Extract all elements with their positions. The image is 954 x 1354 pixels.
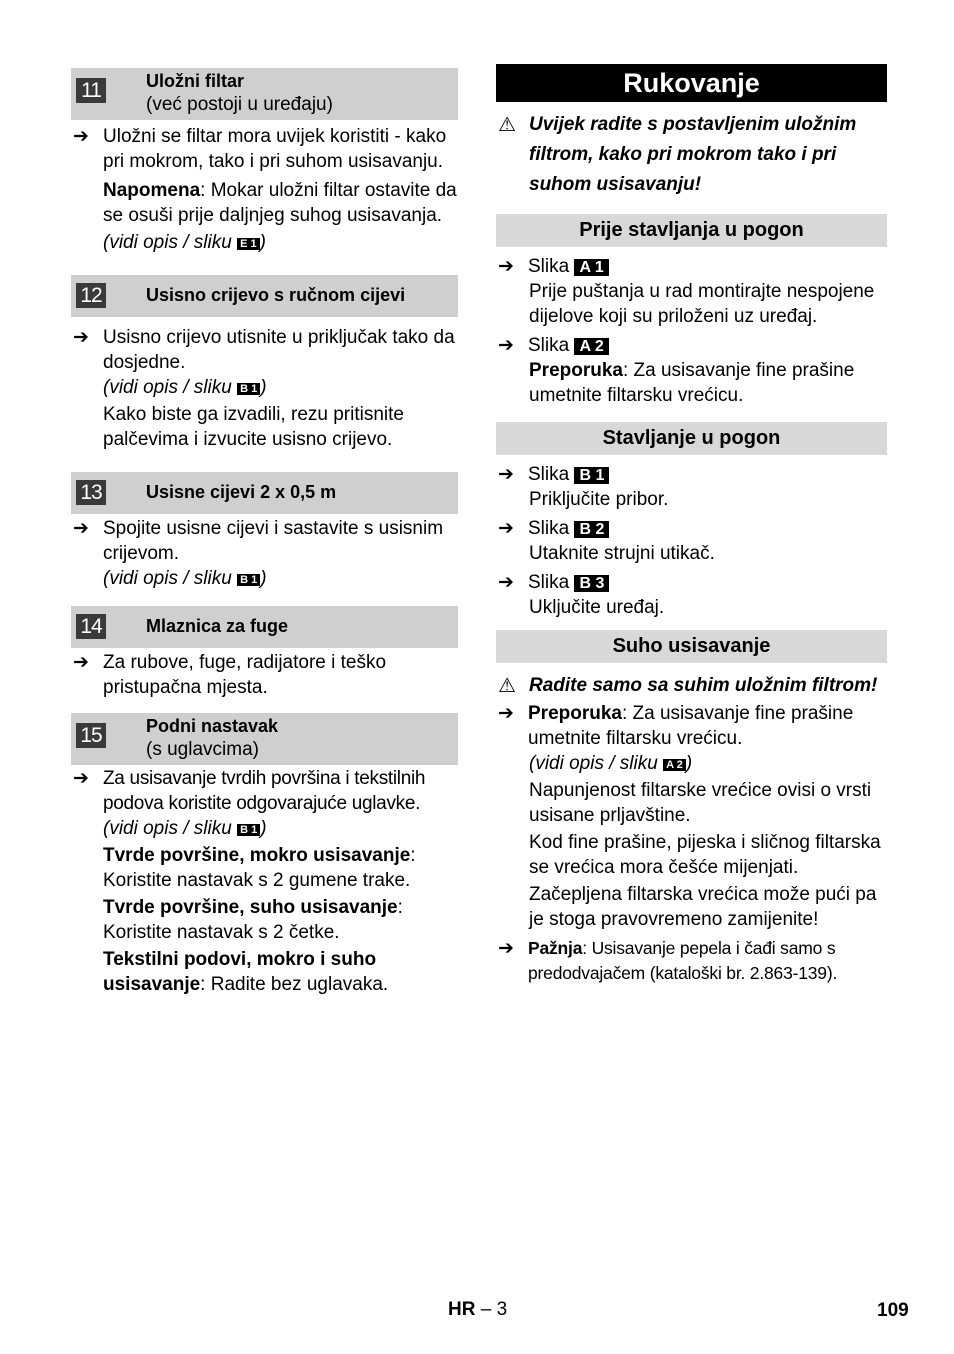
arrow-icon: ➔ (498, 335, 514, 356)
paragraph: Prije puštanja u rad montirajte nespojene dijelove koji su priloženi uz uređaj. (529, 281, 875, 327)
section-title: Mlaznica za fuge (146, 616, 289, 636)
ref-end: ) (260, 377, 267, 398)
figure-tag: B 1 (574, 467, 609, 484)
section-number-badge: 11 (76, 78, 106, 103)
note-paragraph (103, 178, 458, 228)
arrow-icon: ➔ (498, 518, 514, 539)
paragraph: Kod fine prašine, pijeska i sličnog filtarska se vrećica mora češće mijenjati. (529, 832, 881, 878)
section-number-badge: 15 (76, 723, 106, 748)
paragraph (103, 843, 458, 893)
section-13-header (71, 472, 458, 514)
text: : Za usisavanje fine prašine umetnite filtarsku vrećicu. (528, 703, 854, 749)
bullet-item (71, 516, 458, 566)
warning-block (496, 110, 887, 200)
paragraph: Utaknite strujni utikač. (529, 543, 715, 564)
arrow-icon: ➔ (498, 256, 514, 277)
bold-label: Tvrde površine, suho usisavanje (103, 897, 398, 918)
warning-text: Uvijek radite s postavljenim uložnim filtrom, kako pri mokrom tako i pri suhom usisavanju! (529, 114, 857, 195)
left-column (71, 68, 458, 999)
subheading-suho: Suho usisavanje (496, 630, 887, 663)
figure-tag: B 3 (574, 575, 609, 592)
arrow-icon: ➔ (73, 518, 89, 539)
step-item (496, 254, 887, 279)
footer-language-code (448, 1297, 507, 1322)
bullet-item (71, 325, 458, 375)
ref-text: (vidi opis / sliku (103, 377, 238, 398)
text: : Usisavanje pepela i čađi samo s predodvajačem (kataloški br. 2.863-139). (528, 938, 838, 983)
arrow-icon: ➔ (73, 126, 89, 147)
ref-text: (vidi opis / sliku (529, 753, 664, 774)
text: : Radite bez uglavaka. (200, 974, 389, 995)
step-item (496, 570, 887, 595)
paragraph: Začepljena filtarska vrećica može pući pa je stoga pravovremeno zamijenite! (529, 884, 877, 930)
ref-text: (vidi opis / sliku (103, 568, 238, 589)
bullet-text: Spojite usisne cijevi i sastavite s usisnim crijevom. (103, 518, 444, 564)
ref-text: (vidi opis / sliku (103, 818, 238, 839)
figure-reference (103, 375, 458, 400)
figure-tag: B 1 (237, 383, 260, 395)
paragraph (103, 947, 458, 997)
note-text: : Mokar uložni filtar ostavite da se osuši prije daljnjeg suhog usisavanja. (103, 180, 457, 226)
right-column (496, 64, 887, 986)
figure-tag: A 2 (574, 338, 608, 355)
step-label: Slika (528, 256, 575, 277)
ref-end: ) (685, 753, 693, 774)
paragraph: Kako biste ga izvadili, rezu pritisnite palčevima i izvucite usisno crijevo. (103, 404, 404, 450)
arrow-icon: ➔ (498, 938, 514, 959)
arrow-icon: ➔ (498, 703, 514, 724)
section-title: Uložni filtar (146, 71, 244, 91)
section-number-badge: 13 (76, 480, 106, 505)
note-label: Napomena (103, 180, 201, 201)
bold-label: Preporuka (528, 703, 622, 724)
warning-text: Radite samo sa suhim uložnim filtrom! (529, 675, 878, 696)
page-number: 109 (877, 1300, 909, 1321)
figure-tag: A 2 (663, 759, 686, 771)
paragraph: Priključite pribor. (529, 489, 669, 510)
bullet-text: Za usisavanje tvrdih površina i tekstilnih podova koristite odgovarajuće uglavke. (103, 768, 426, 814)
arrow-icon: ➔ (498, 572, 514, 593)
figure-reference (529, 751, 887, 776)
section-title: Usisne cijevi 2 x 0,5 m (146, 482, 337, 502)
section-subtitle: (s uglavcima) (146, 739, 259, 760)
bullet-text: Za rubove, fuge, radijatore i teško pristupačna mjesta. (103, 652, 387, 698)
bold-label: Pažnja (528, 938, 583, 958)
arrow-icon: ➔ (73, 768, 89, 789)
figure-reference (103, 816, 458, 841)
bold-label: Tvrde površine, mokro usisavanje (103, 845, 411, 866)
page-section: – 3 (475, 1299, 508, 1320)
bullet-item (71, 650, 458, 700)
arrow-icon: ➔ (73, 327, 89, 348)
paragraph: Uključite uređaj. (529, 597, 665, 618)
step-label: Slika (528, 464, 575, 485)
figure-reference (103, 566, 458, 591)
ref-end: ) (260, 818, 267, 839)
bullet-text: Usisno crijevo utisnite u priključak tako da dosjedne. (103, 327, 455, 373)
paragraph (103, 895, 458, 945)
warning-icon: ⚠ (498, 675, 516, 697)
paragraph (529, 358, 887, 408)
figure-tag: A 1 (574, 259, 608, 276)
ref-text: (vidi opis / sliku (103, 232, 238, 253)
figure-reference (103, 230, 458, 255)
text: : Koristite nastavak s 2 četke. (103, 897, 403, 943)
step-item (496, 516, 887, 541)
step-item (496, 701, 887, 751)
step-item (496, 936, 887, 986)
bold-label: Tekstilni podovi, mokro i suho usisavanje (103, 949, 377, 995)
figure-tag: B 1 (237, 574, 260, 586)
step-label: Slika (528, 518, 575, 539)
paragraph: Napunjenost filtarske vrećice ovisi o vrsti usisane prljavštine. (529, 780, 872, 826)
section-number-badge: 12 (76, 283, 106, 308)
section-title: Usisno crijevo s ručnom cijevi (146, 285, 406, 305)
section-number-badge: 14 (76, 614, 106, 639)
step-label: Slika (528, 572, 575, 593)
figure-tag: B 1 (237, 824, 260, 836)
step-label: Slika (528, 335, 575, 356)
arrow-icon: ➔ (498, 464, 514, 485)
section-title: Podni nastavak (146, 716, 279, 736)
ref-end: ) (260, 568, 267, 589)
language-label: HR (448, 1299, 476, 1320)
ref-end: ) (259, 232, 266, 253)
step-item (496, 333, 887, 358)
section-14-header (71, 606, 458, 648)
bullet-item (71, 766, 458, 816)
step-item (496, 462, 887, 487)
main-title: Rukovanje (496, 64, 887, 102)
subheading-stavljanje: Stavljanje u pogon (496, 422, 887, 455)
warning-block (496, 671, 887, 701)
section-15-header (71, 713, 458, 765)
section-12-header (71, 275, 458, 317)
text: : Koristite nastavak s 2 gumene trake. (103, 845, 416, 891)
section-subtitle: (već postoji u uređaju) (146, 94, 333, 115)
figure-tag: E 1 (237, 238, 260, 250)
bullet-text: Uložni se filtar mora uvijek koristiti - kako pri mokrom, tako i pri suhom usisavanju. (103, 126, 447, 172)
bullet-item (71, 124, 458, 174)
section-11-header (71, 68, 458, 120)
text: : Za usisavanje fine prašine umetnite filtarsku vrećicu. (529, 360, 855, 406)
arrow-icon: ➔ (73, 652, 89, 673)
warning-icon: ⚠ (498, 114, 516, 136)
subheading-prije: Prije stavljanja u pogon (496, 214, 887, 247)
figure-tag: B 2 (574, 521, 609, 538)
bold-label: Preporuka (529, 360, 623, 381)
